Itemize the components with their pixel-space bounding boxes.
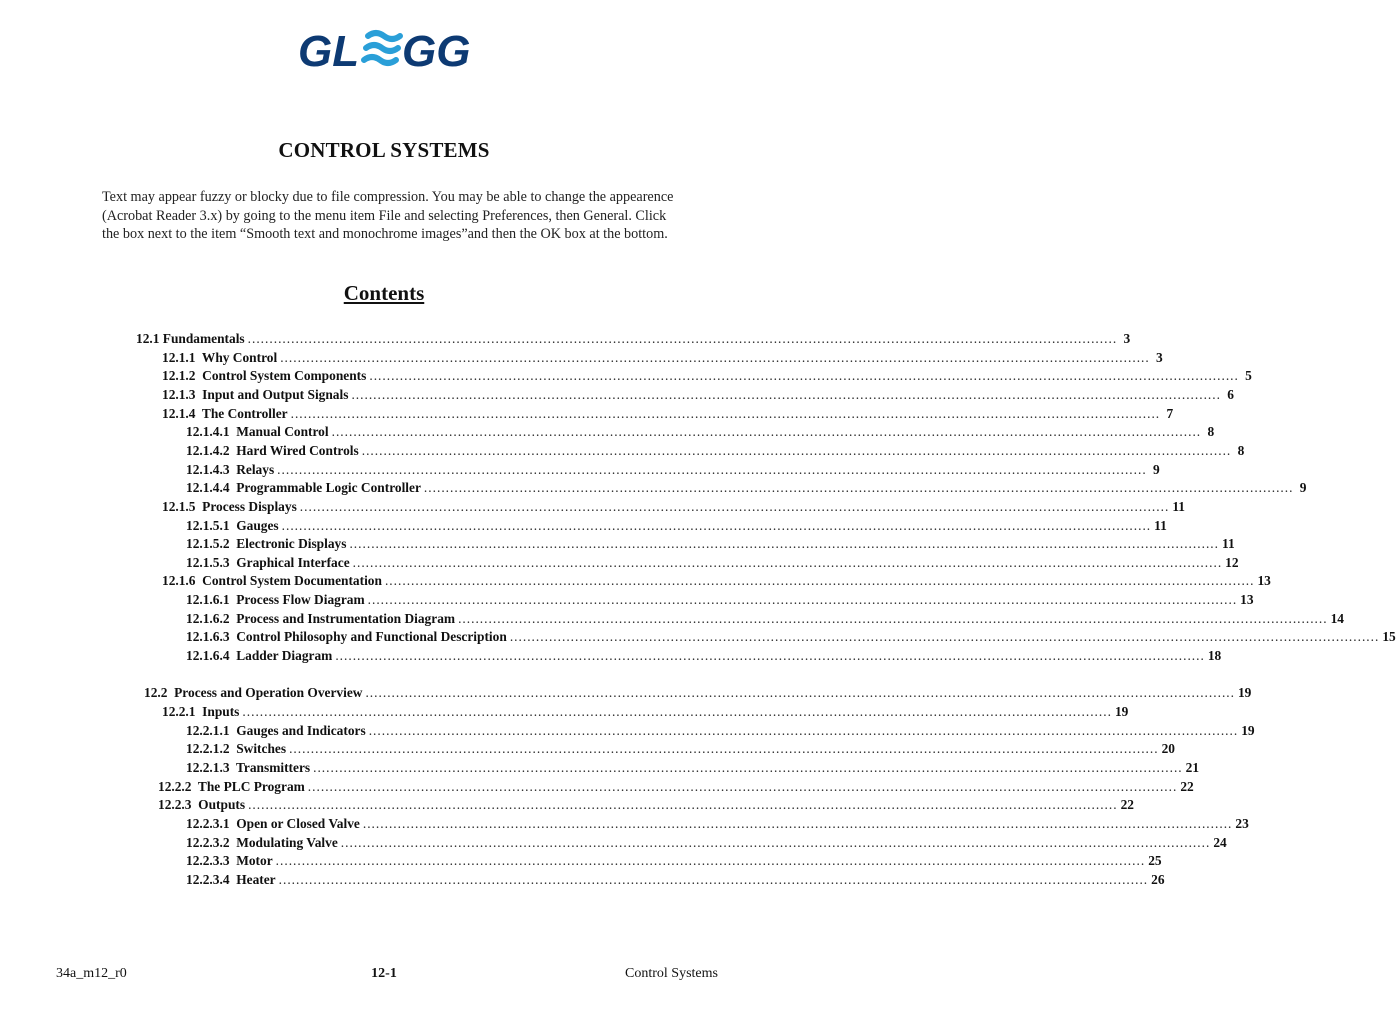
toc-entry — [186, 648, 1222, 667]
toc-entry — [136, 331, 1131, 350]
toc-leader-dots: ........................................................................................................................................................................................................ — [349, 536, 1219, 552]
toc-leader-dots: ........................................................................................................................................................................................................ — [277, 461, 1147, 477]
toc-entry-page: 22 — [1180, 778, 1194, 794]
toc-entry-page: 15 — [1382, 629, 1396, 645]
toc-entry-label: 12.1.5.3 Graphical Interface — [186, 554, 350, 570]
footer-page-number: 12-1 — [371, 966, 397, 981]
toc-entry-page: 9 — [1152, 461, 1160, 477]
toc-entry — [186, 815, 1249, 835]
toc-entry-page: 14 — [1330, 610, 1344, 626]
toc-entry-page: 11 — [1221, 536, 1235, 552]
toc-leader-dots: ........................................................................................................................................................................................................ — [367, 592, 1238, 608]
toc-entry-page: 19 — [1237, 685, 1252, 701]
intro-paragraph: Text may appear fuzzy or blocky due to file compression. You may be able to change the appearence (Acrobat Reader 3.x) by going to the menu item File and selecting Preferences, then General. Click the box next to the item “Smooth text and monochrome images”and then the OK box at the bottom. — [102, 189, 674, 243]
toc-entry-page: 18 — [1207, 648, 1222, 664]
toc-leader-dots: ........................................................................................................................................................................................................ — [299, 498, 1170, 514]
toc-entry-page: 23 — [1235, 815, 1249, 831]
toc-leader-dots: ........................................................................................................................................................................................................ — [458, 610, 1328, 626]
toc-entry — [186, 834, 1227, 854]
toc-entry-page: 6 — [1227, 386, 1234, 402]
toc-entry — [186, 480, 1307, 499]
toc-entry-label: 12.1.6.3 Control Philosophy and Functional Description — [186, 629, 507, 645]
toc-entry-label: 12.1.6.4 Ladder Diagram — [186, 648, 333, 664]
toc-leader-dots: ........................................................................................................................................................................................................ — [365, 685, 1235, 701]
toc-leader-dots: ........................................................................................................................................................................................................ — [335, 648, 1205, 664]
toc-leader-dots: ........................................................................................................................................................................................................ — [280, 349, 1150, 365]
toc-entry-page: 13 — [1257, 573, 1271, 589]
toc-entry — [186, 629, 1396, 648]
toc-entry — [186, 536, 1235, 555]
toc-leader-dots: ........................................................................................................................................................................................................ — [384, 573, 1255, 589]
toc-entry — [186, 424, 1215, 443]
toc-leader-dots: ........................................................................................................................................................................................................ — [361, 442, 1232, 458]
toc-entry-label: 12.1.4.4 Programmable Logic Controller — [186, 480, 421, 496]
toc-leader-dots: ........................................................................................................................................................................................................ — [509, 629, 1380, 645]
toc-entry — [158, 797, 1134, 816]
toc-entry-page: 19 — [1241, 722, 1255, 738]
toc-entry-page: 26 — [1151, 871, 1165, 887]
toc-entry-label: 12.2.3.4 Heater — [186, 871, 276, 887]
company-logo — [0, 26, 768, 76]
table-of-contents — [0, 331, 1396, 891]
toc-leader-dots: ........................................................................................................................................................................................................ — [247, 331, 1118, 346]
toc-entry — [186, 554, 1239, 574]
toc-entry-label: 12.1.5.2 Electronic Displays — [186, 536, 347, 552]
toc-entry — [186, 461, 1160, 481]
footer-section-title: Control Systems — [625, 966, 718, 981]
toc-entry-page: 3 — [1123, 331, 1131, 346]
toc-entry — [162, 349, 1163, 369]
toc-entry-label: 12.1.4.2 Hard Wired Controls — [186, 442, 359, 458]
toc-leader-dots: ........................................................................................................................................................................................................ — [340, 834, 1211, 850]
toc-leader-dots: ........................................................................................................................................................................................................ — [351, 386, 1221, 402]
toc-entry-label: 12.1 Fundamentals — [136, 331, 245, 346]
toc-entry-label: 12.1.4.1 Manual Control — [186, 424, 329, 440]
toc-entry — [186, 610, 1344, 630]
toc-entry-label: 12.2.1.2 Switches — [186, 741, 287, 757]
toc-leader-dots: ........................................................................................................................................................................................................ — [352, 554, 1223, 570]
toc-leader-dots: ........................................................................................................................................................................................................ — [278, 871, 1149, 887]
toc-leader-dots: ........................................................................................................................................................................................................ — [362, 815, 1233, 831]
toc-entry-page: 24 — [1213, 834, 1227, 850]
toc-entry-label: 12.2 Process and Operation Overview — [144, 685, 363, 701]
logo-wave-top — [368, 33, 400, 39]
toc-entry — [162, 573, 1271, 592]
toc-entry-page: 8 — [1237, 442, 1245, 458]
toc-entry — [162, 368, 1252, 387]
toc-entry-label: 12.2.1.1 Gauges and Indicators — [186, 722, 366, 738]
toc-entry-label: 12.2.1 Inputs — [162, 704, 240, 719]
toc-entry — [186, 592, 1254, 611]
toc-entry-label: 12.2.1.3 Transmitters — [186, 759, 311, 775]
toc-entry-label: 12.2.3.2 Modulating Valve — [186, 834, 338, 850]
toc-leader-dots: ........................................................................................................................................................................................................ — [242, 704, 1112, 719]
toc-entry-page: 3 — [1156, 349, 1163, 365]
footer-document-id: 34a_m12_r0 — [56, 966, 127, 981]
toc-leader-dots: ........................................................................................................................................................................................................ — [275, 853, 1146, 869]
toc-entry-page: 8 — [1207, 424, 1215, 440]
toc-entry-label: 12.1.6 Control System Documentation — [162, 573, 382, 589]
toc-leader-dots: ........................................................................................................................................................................................................ — [423, 480, 1294, 496]
toc-entry-page: 11 — [1172, 498, 1185, 514]
toc-entry — [186, 871, 1165, 891]
toc-entry — [186, 741, 1175, 760]
toc-entry-page: 12 — [1225, 554, 1239, 570]
toc-entry-label: 12.1.3 Input and Output Signals — [162, 386, 349, 402]
toc-entry-page: 11 — [1154, 517, 1167, 533]
toc-entry-page: 7 — [1166, 405, 1174, 421]
logo-wave-middle — [366, 45, 398, 51]
toc-leader-dots: ........................................................................................................................................................................................................ — [289, 741, 1159, 757]
toc-entry-label: 12.1.5.1 Gauges — [186, 517, 279, 533]
toc-leader-dots: ........................................................................................................................................................................................................ — [369, 368, 1239, 384]
toc-entry-label: 12.2.3 Outputs — [158, 797, 246, 813]
toc-entry-page: 5 — [1245, 368, 1252, 384]
toc-entry-label: 12.1.6.1 Process Flow Diagram — [186, 592, 365, 608]
logo-letters-gl: GL — [298, 27, 360, 76]
toc-leader-dots: ........................................................................................................................................................................................................ — [248, 797, 1118, 813]
toc-leader-dots: ........................................................................................................................................................................................................ — [281, 517, 1152, 533]
toc-entry-page: 21 — [1185, 759, 1200, 775]
page-title: CONTROL SYSTEMS — [278, 138, 490, 162]
toc-entry — [144, 685, 1252, 704]
toc-entry — [158, 778, 1194, 798]
toc-entry — [162, 704, 1129, 723]
toc-entry-label: 12.2.2 The PLC Program — [158, 778, 305, 794]
toc-entry-label: 12.1.1 Why Control — [162, 349, 278, 365]
toc-leader-dots: ........................................................................................................................................................................................................ — [313, 759, 1183, 775]
toc-entry-label: 12.1.5 Process Displays — [162, 498, 297, 514]
toc-entry — [162, 386, 1234, 406]
toc-entry-page: 13 — [1240, 592, 1254, 608]
toc-entry-page: 9 — [1299, 480, 1307, 496]
toc-entry-page: 25 — [1148, 853, 1162, 869]
toc-entry — [186, 517, 1167, 537]
glegg-logo-icon — [298, 26, 471, 76]
toc-entry — [186, 759, 1200, 779]
toc-entry-label: 12.1.6.2 Process and Instrumentation Diagram — [186, 610, 456, 626]
toc-entry-page: 20 — [1161, 741, 1175, 757]
logo-letters-gg: GG — [402, 27, 471, 76]
toc-entry-page: 19 — [1114, 704, 1129, 719]
logo-wave-bottom — [364, 57, 396, 63]
toc-entry — [186, 442, 1245, 462]
toc-entry — [162, 405, 1174, 425]
toc-entry-page: 22 — [1120, 797, 1134, 813]
toc-leader-dots: ........................................................................................................................................................................................................ — [290, 405, 1161, 421]
toc-entry-label: 12.1.2 Control System Components — [162, 368, 367, 384]
toc-entry-label: 12.2.3.1 Open or Closed Valve — [186, 815, 360, 831]
toc-entry — [162, 498, 1185, 518]
toc-leader-dots: ........................................................................................................................................................................................................ — [368, 722, 1239, 738]
toc-entry — [186, 853, 1162, 872]
contents-heading: Contents — [343, 281, 425, 305]
toc-entry-label: 12.1.4.3 Relays — [186, 461, 275, 477]
toc-entry-label: 12.1.4 The Controller — [162, 405, 288, 421]
toc-entry — [186, 722, 1255, 742]
toc-entry-label: 12.2.3.3 Motor — [186, 853, 273, 869]
toc-leader-dots: ........................................................................................................................................................................................................ — [331, 424, 1202, 440]
toc-leader-dots: ........................................................................................................................................................................................................ — [307, 778, 1178, 794]
